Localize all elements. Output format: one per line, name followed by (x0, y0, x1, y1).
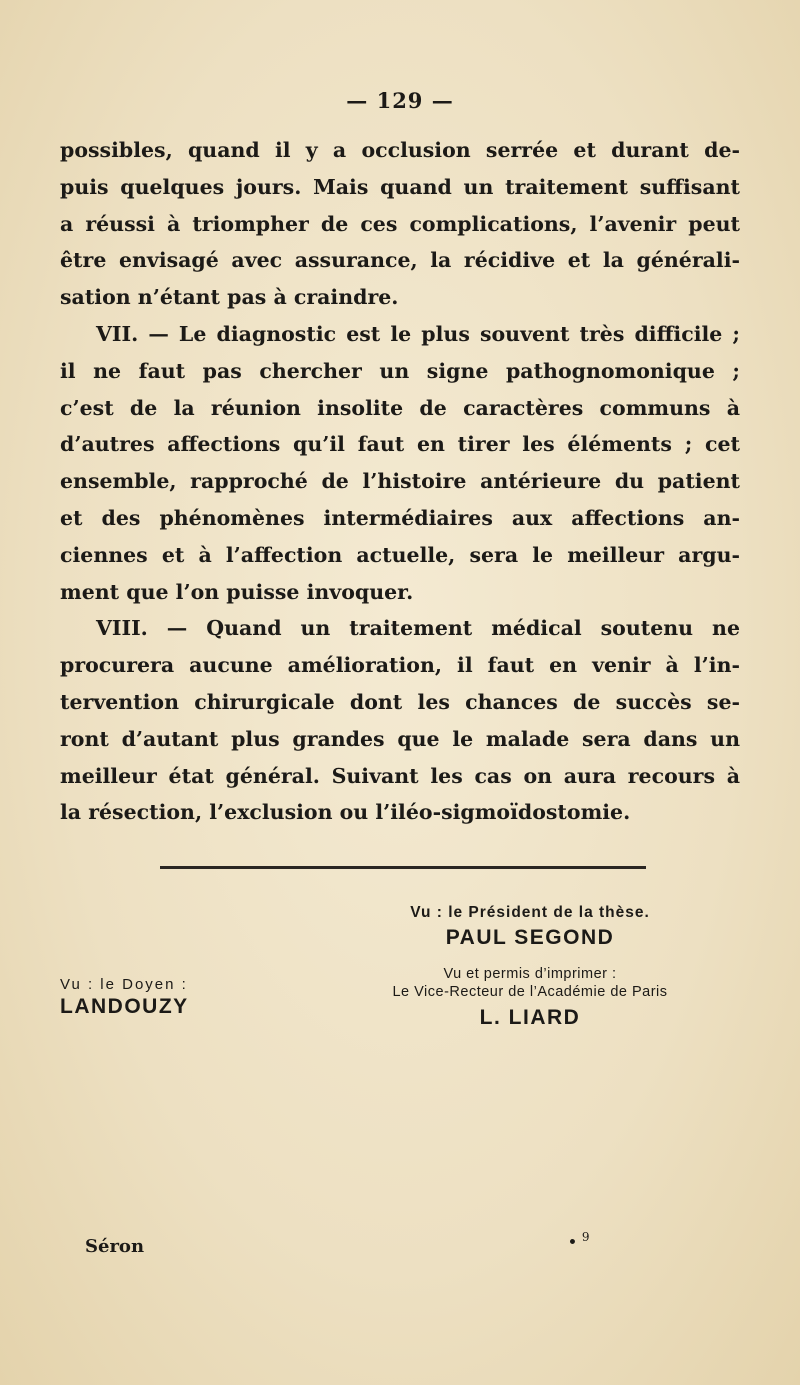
sheet-mark-dot-icon: • (568, 1234, 577, 1251)
sheet-mark (568, 1230, 589, 1251)
president-label: Vu : le Président de la thèse. (410, 904, 650, 921)
text-line: tervention chirurgicale dont les chances de succès se- (60, 689, 740, 714)
text-line: procurera aucune amélioration, il faut en venir à l’in- (60, 653, 740, 678)
text-line: VII. — Le diagnostic est le plus souvent très difficile ; (96, 321, 740, 346)
text-line: d’autres affections qu’il faut en tirer les éléments ; cet (60, 432, 740, 457)
permis-label: Vu et permis d’imprimer : (443, 966, 617, 982)
text-line: ront d’autant plus grandes que le malade sera dans un (60, 726, 740, 751)
text-line: la résection, l’exclusion ou l’iléo-sigmoïdostomie. (60, 800, 631, 825)
dean-approval-block (60, 976, 189, 1019)
sheet-mark-number: 9 (581, 1230, 590, 1244)
president-name: PAUL SEGOND (445, 926, 615, 949)
text-line: VIII. — Quand un traitement médical soutenu ne (96, 616, 740, 641)
recteur-label: Le Vice-Recteur de l’Académie de Paris (392, 984, 668, 1000)
text-line: c’est de la réunion insolite de caractères communs à (60, 395, 740, 420)
horizontal-rule (160, 866, 646, 869)
recteur-name: L. LIARD (479, 1006, 581, 1029)
text-line: possibles, quand il y a occlusion serrée et durant de- (60, 138, 740, 162)
text-line: sation n’étant pas à craindre. (60, 285, 399, 310)
main-text (60, 132, 740, 831)
text-line: il ne faut pas chercher un signe pathognomonique ; (60, 358, 740, 383)
page-number: — 129 — (346, 88, 454, 113)
text-line: a réussi à triompher de ces complications, l’avenir peut (60, 211, 740, 236)
president-approval-block (250, 904, 800, 1030)
dean-name: LANDOUZY (60, 995, 189, 1018)
text-line: ensemble, rapproché de l’histoire antérieure du patient (60, 469, 740, 494)
text-line: meilleur état général. Suivant les cas on aura recours à (60, 763, 740, 788)
printer-signature: Séron (85, 1236, 145, 1257)
text-line: ciennes et à l’affection actuelle, sera le meilleur argu- (60, 542, 740, 567)
text-line: et des phénomènes intermédiaires aux affections an- (60, 505, 740, 530)
text-line: puis quelques jours. Mais quand un traitement suffisant (60, 174, 740, 199)
dean-label: Vu : le Doyen : (60, 976, 188, 993)
text-line: être envisagé avec assurance, la récidive et la générali- (60, 248, 740, 273)
text-line: ment que l’on puisse invoquer. (60, 579, 414, 604)
